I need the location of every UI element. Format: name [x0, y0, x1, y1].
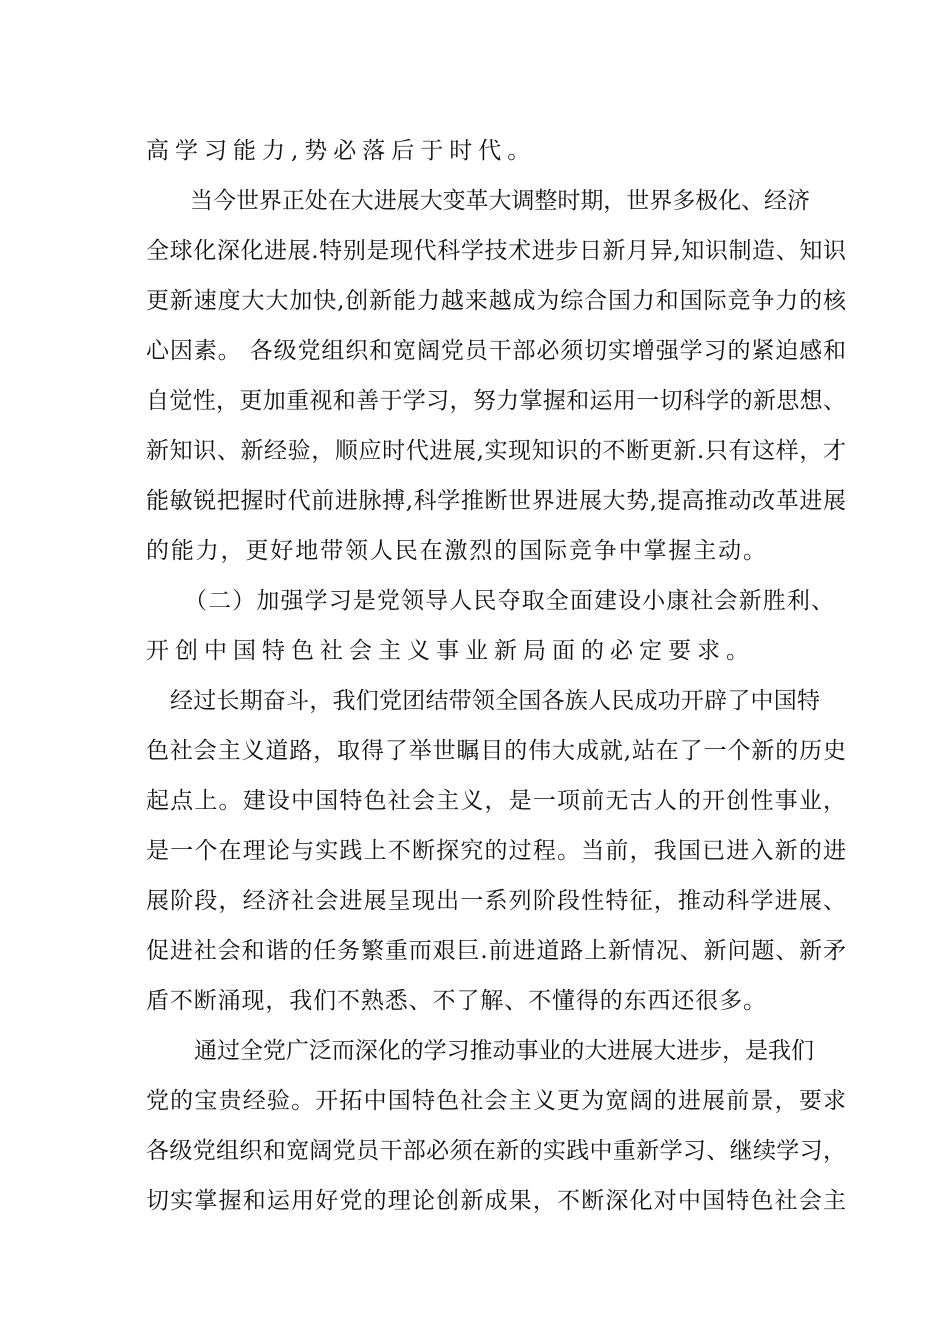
text-line: 盾不断涌现，我们不熟悉、不了解、不懂得的东西还很多。: [146, 988, 767, 1014]
text-line: 党的宝贵经验。开拓中国特色社会主义更为宽阔的进展前景，要求: [146, 1088, 848, 1114]
paragraph-start-line: 当今世界正处在大进展大变革大调整时期，世界多极化、经济: [190, 188, 810, 214]
text-line: 自觉性，更加重视和善于学习，努力掌握和运用一切科学的新思想、: [146, 388, 847, 414]
text-line: 新知识、新经验，顺应时代进展,实现知识的不断更新.只有这样，才: [146, 438, 847, 464]
paragraph-start-line: 通过全党广泛而深化的学习推动事业的大进展大进步，是我们: [194, 1038, 814, 1064]
text-line: 的能力，更好地带领人民在激烈的国际竞争中掌握主动。: [146, 538, 768, 564]
text-line: 更新速度大大加快,创新能力越来越成为综合国力和国际竞争力的核: [146, 288, 847, 314]
section-heading-line: 开创中国特色社会主义事业新局面的必定要求。: [146, 638, 755, 664]
text-line: 起点上。建设中国特色社会主义，是一项前无古人的开创性事业，: [146, 788, 848, 814]
text-line: 色社会主义道路，取得了举世瞩目的伟大成就,站在了一个新的历史: [146, 738, 847, 764]
text-line: 各级党组织和宽阔党员干部必须在新的实践中重新学习、继续学习，: [146, 1138, 847, 1164]
text-line: 心因素。 各级党组织和宽阔党员干部必须切实增强学习的紧迫感和: [146, 338, 847, 364]
text-line: 展阶段，经济社会进展呈现出一系列阶段性特征，推动科学进展、: [146, 888, 848, 914]
text-line: 高学习能力,势必落后于时代。: [146, 138, 537, 164]
text-line: 切实掌握和运用好党的理论创新成果，不断深化对中国特色社会主: [146, 1188, 848, 1214]
text-line: 能敏锐把握时代前进脉搏,科学推断世界进展大势,提高推动改革进展: [146, 488, 847, 514]
text-line: 促进社会和谐的任务繁重而艰巨.前进道路上新情况、新问题、新矛: [146, 938, 847, 964]
section-heading-line: （二）加强学习是党领导人民夺取全面建设小康社会新胜利、: [184, 588, 836, 614]
text-line: 全球化深化进展.特别是现代科学技术进步日新月异,知识制造、知识: [146, 238, 847, 264]
paragraph-start-line: 经过长期奋斗，我们党团结带领全国各族人民成功开辟了中国特: [170, 688, 821, 714]
text-line: 是一个在理论与实践上不断探究的过程。当前，我国已进入新的进: [146, 838, 848, 864]
